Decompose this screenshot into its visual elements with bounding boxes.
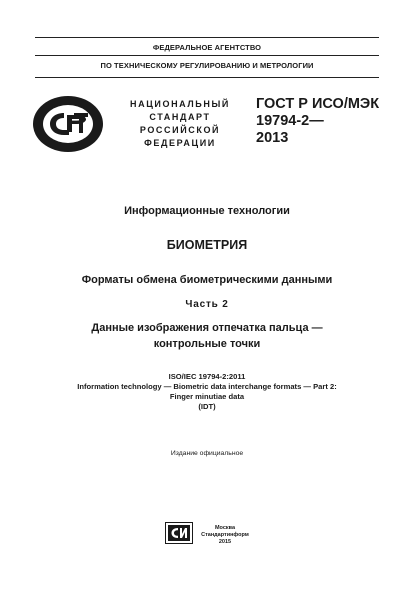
national-standard-line-1: НАЦИОНАЛЬНЫЙ xyxy=(130,99,230,109)
national-standard-line-4: ФЕДЕРАЦИИ xyxy=(144,138,216,148)
iso-title-line-3: (IDT) xyxy=(198,402,216,411)
document-topic: Информационные технологии xyxy=(124,205,290,217)
top-rule xyxy=(35,37,379,38)
iso-reference xyxy=(0,372,414,412)
iso-title-line-1: Information technology — Biometric data interchange formats — Part 2: xyxy=(77,382,337,391)
part-title-line-2: контрольные точки xyxy=(153,338,261,350)
publisher-city: Москва xyxy=(214,525,236,531)
middle-rule xyxy=(35,55,379,56)
standard-number-line-2: 19794-2— xyxy=(256,113,324,129)
national-standard-block xyxy=(122,98,238,150)
agency-line-2: ПО ТЕХНИЧЕСКОМУ РЕГУЛИРОВАНИЮ И МЕТРОЛОГИИ xyxy=(100,61,314,70)
iso-title-line-2: Finger minutiae data xyxy=(169,392,245,401)
document-subtitle: Форматы обмена биометрическими данными xyxy=(81,274,333,286)
publisher-name: Стандартинформ xyxy=(201,532,249,538)
national-standard-line-2: СТАНДАРТ xyxy=(149,112,211,122)
part-number: Часть 2 xyxy=(185,299,229,310)
publication-year: 2015 xyxy=(218,539,232,545)
national-standard-line-3: РОССИЙСКОЙ xyxy=(139,125,221,135)
gost-r-logo-icon xyxy=(31,94,105,154)
part-title-line-1: Данные изображения отпечатка пальца — xyxy=(91,322,323,334)
header-bottom-rule xyxy=(35,77,379,78)
standard-number-line-1: ГОСТ Р ИСО/МЭК xyxy=(256,96,380,112)
standard-number-line-3: 2013 xyxy=(256,130,289,146)
edition-label: Издание официальное xyxy=(170,450,244,457)
iso-code: ISO/IEC 19794-2:2011 xyxy=(168,372,246,381)
agency-line-1: ФЕДЕРАЛЬНОЕ АГЕНТСТВО xyxy=(152,43,262,52)
standard-number xyxy=(256,96,379,147)
standartinform-logo-icon xyxy=(165,522,193,544)
publisher-info xyxy=(195,525,255,546)
document-title: БИОМЕТРИЯ xyxy=(166,238,248,252)
